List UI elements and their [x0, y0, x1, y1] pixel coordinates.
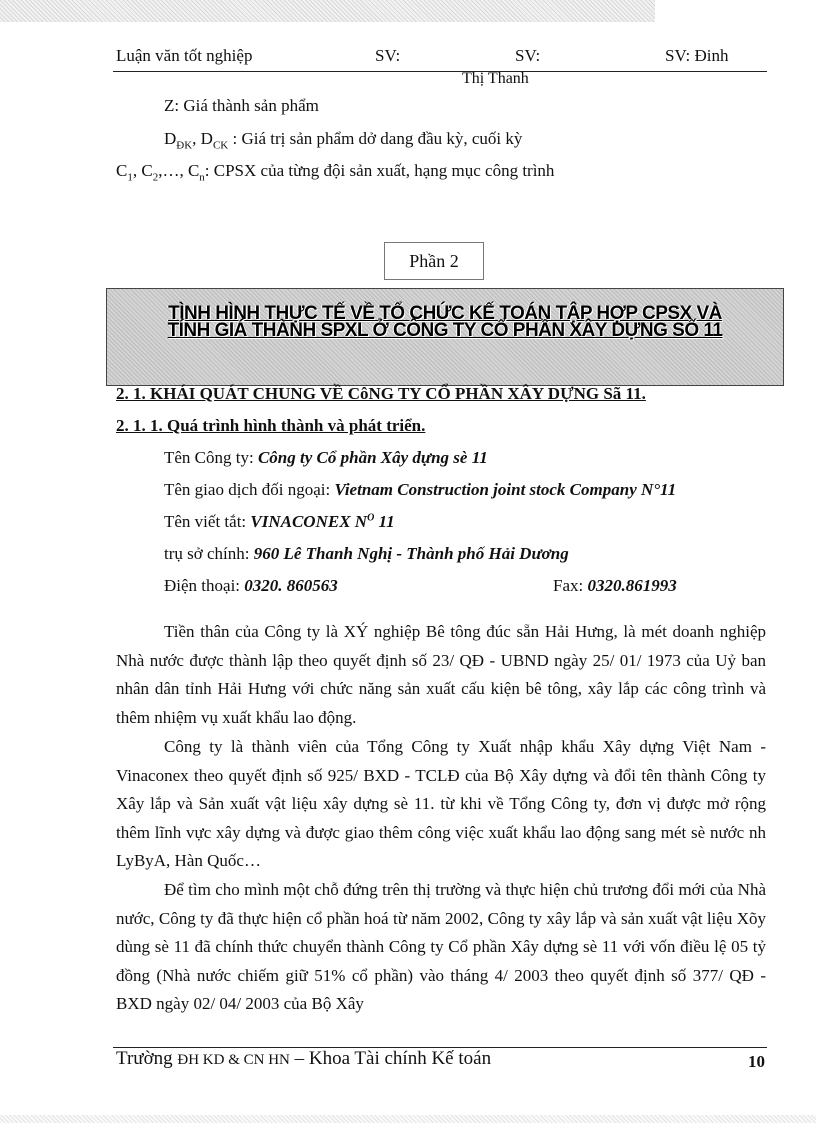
company-fax-line: Fax: 0320.861993 [553, 576, 677, 595]
section-label: Phần 2 [384, 242, 484, 280]
top-decor-strip [0, 0, 655, 22]
header-rule [113, 71, 767, 72]
heading-section-2-1-1: 2. 1. 1. Quá trình hình thành và phát triển. [116, 416, 426, 435]
company-name-line: Tên Công ty: Công ty Cổ phần Xây dựng sè 11 [164, 448, 488, 467]
page-number: 10 [748, 1052, 765, 1071]
paragraph-history: Tiền thân của Công ty là XÝ nghiệp Bê tông đúc sẵn Hải Hưng, là mét doanh nghiệp Nhà nước được thành lập theo quyết định số 23/ QĐ - UBND ngày 25/ 01/ 1973 của Uỷ ban nhân dân tỉnh Hải Hưng với chức năng sản xuất cấu kiện bê tông, xây lắp các công trình và thêm nhiệm vụ xuất khẩu lao động. [116, 622, 766, 727]
header-student-1: SV: [375, 46, 401, 65]
header-student-name: Thị Thanh [462, 70, 529, 87]
paragraph-equitization: Để tìm cho mình một chỗ đứng trên thị trường và thực hiện chủ trương đổi mới của Nhà nước, Công ty đã thực hiện cổ phần hoá từ năm 2002, Công ty xây lắp và sản xuất vật liệu Xõy dùng sè 11 đã chính thức chuyển thành Công ty Cổ phần Xây dựng sè 11 với vốn điều lệ 05 tỷ đồng (Nhà nước chiếm giữ 51% cổ phần) vào tháng 4/ 2003 theo quyết định số 377/ QĐ - BXD ngày 02/ 04/ 2003 của Bộ Xây [116, 880, 766, 1013]
company-phone-line: Điện thoại: 0320. 860563 [164, 576, 338, 595]
legend-d: $D_{ĐK}$, $D_{CK}$ : Giá trị sản phẩm dở dang đầu kỳ, cuối kỳ [164, 129, 523, 152]
company-hq-line: trụ sở chính: 960 Lê Thanh Nghị - Thành phố Hải Dương [164, 544, 569, 563]
legend-c: $C_1$, $C_2,\dots$, $C_n$: CPSX của từng đội sản xuất, hạng mục công trình [116, 161, 555, 184]
footer-school: Trường ĐH KD & CN HN – Khoa Tài chính Kế toán [116, 1048, 492, 1069]
company-abbr-line: Tên viết tắt: VINACONEX $N^O$ 11 [164, 512, 395, 531]
header-thesis-label: Luận văn tốt nghiệp [116, 46, 253, 65]
company-trade-name-line: Tên giao dịch đối ngoại: Vietnam Construction joint stock Company N°11 [164, 480, 677, 499]
bottom-decor-strip [0, 1115, 816, 1123]
legend-z: Z: Giá thành sản phẩm [164, 96, 319, 115]
chapter-title: TÌNH HÌNH THỰC TẾ VỀ TỔ CHỨC KẾ TOÁN TẬP HỢP CPSX VÀ TÍNH GIÁ THÀNH SPXL Ở CÔNG TY CỔ PHẦN XÂY DỰNG SỐ 11 [167, 303, 723, 341]
heading-section-2-1: 2. 1. KHÁI QUÁT CHUNG VỀ CôNG TY CỔ PHẦN XÂY DỰNG Sã 11. [116, 384, 646, 403]
header-student-3: SV: Đinh [665, 46, 729, 65]
paragraph-membership: Công ty là thành viên của Tổng Công ty Xuất nhập khẩu Xây dựng Việt Nam - Vinaconex theo quyết định số 925/ BXD - TCLĐ của Bộ Xây dựng và đổi tên thành Công ty Xây lắp và Sản xuất vật liệu xây dựng sè 11. từ khi về Tổng Công ty, đơn vị được mở rộng thêm lĩnh vực xây dựng và được giao thêm công việc xuất khẩu lao động sang mét sè nước nh LyByA, Hàn Quốc… [116, 737, 766, 870]
header-student-2: SV: [515, 46, 541, 65]
chapter-banner [106, 288, 784, 386]
